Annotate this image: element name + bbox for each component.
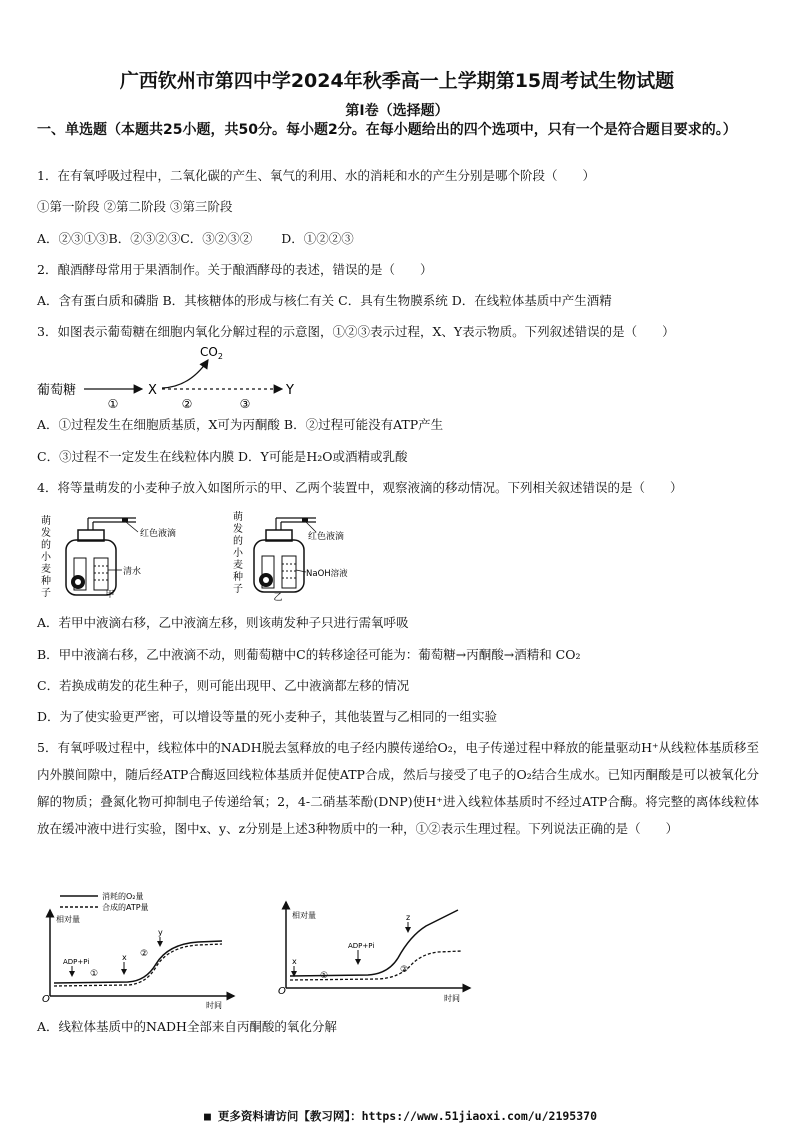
q3-stem: 3．如图表示葡萄糖在细胞内氧化分解过程的示意图，①②③表示过程，X、Y表示物质。下列叙述错误的是（ ）	[37, 324, 675, 339]
q5-option-a: A．线粒体基质中的NADH全部来自丙酮酸的氧化分解	[37, 1019, 337, 1034]
q3-option-cd: C．③过程不一定发生在线粒体内膜 D．Y可能是H₂O或酒精或乳酸	[37, 449, 408, 464]
q3-co2-label: $CO_2$	[200, 345, 223, 361]
q4-option-c: C．若换成萌发的花生种子，则可能出现甲、乙中液滴都左移的情况	[37, 678, 410, 693]
svg-text:子: 子	[41, 588, 51, 599]
q1-stem: 1．在有氧呼吸过程中，二氧化碳的产生、氧气的利用、水的消耗和水的产生分别是哪个阶段（ ）	[37, 168, 595, 183]
q3-process-1: ①	[107, 397, 119, 411]
svg-text:相对量: 相对量	[292, 911, 316, 920]
svg-text:红色液滴: 红色液滴	[140, 529, 177, 539]
svg-text:ADP+Pi: ADP+Pi	[63, 958, 90, 966]
q5-graphs	[38, 888, 478, 1010]
legend-o2-label: 消耗的O₂量	[102, 892, 144, 901]
svg-text:的: 的	[233, 536, 243, 547]
q4-apparatus-diagram	[38, 510, 368, 602]
svg-text:x: x	[122, 953, 127, 962]
svg-text:小: 小	[41, 552, 51, 563]
q3-arrow-2	[162, 360, 208, 388]
svg-text:甲: 甲	[105, 590, 115, 600]
q4-option-b: B．甲中液滴右移，乙中液滴不动，则葡萄糖中C的转移途径可能为：葡萄糖→丙酮酸→酒精和 CO₂	[37, 647, 581, 662]
section-subtitle: 第Ⅰ卷（选择题）	[345, 103, 449, 119]
q3-y-label: Y	[286, 383, 294, 398]
svg-text:相对量: 相对量	[56, 915, 80, 924]
svg-text:发: 发	[233, 524, 243, 535]
svg-text:种: 种	[233, 572, 243, 583]
svg-text:时间: 时间	[206, 1001, 222, 1010]
svg-text:麦: 麦	[41, 564, 51, 575]
q1-stages: ①第一阶段 ②第二阶段 ③第三阶段	[37, 199, 233, 214]
svg-text:发: 发	[41, 528, 51, 539]
q4-option-a: A．若甲中液滴右移，乙中液滴左移，则该萌发种子只进行需氧呼吸	[37, 615, 409, 630]
apparatus-jia	[41, 514, 176, 600]
svg-text:清水: 清水	[123, 567, 142, 577]
q3-pathway-diagram	[30, 342, 330, 412]
q4-stem: 4．将等量萌发的小麦种子放入如图所示的甲、乙两个装置中，观察液滴的移动情况。下列相关叙述错误的是（ ）	[37, 480, 683, 495]
svg-text:麦: 麦	[233, 560, 243, 571]
q2-stem: 2．酿酒酵母常用于果酒制作。关于酿酒酵母的表述，错误的是（ ）	[37, 262, 433, 277]
q3-x-label: X	[148, 383, 157, 398]
svg-text:O: O	[278, 986, 286, 997]
svg-text:时间: 时间	[444, 994, 460, 1003]
q5-stem: 5．有氧呼吸过程中，线粒体中的NADH脱去氢释放的电子经内膜传递给O₂，电子传递过程中释放的能量驱动H⁺从线粒体基质移至内外膜间隙中，随后经ATP合酶返回线粒体基质并促使ATP合成，然后与接受了电子的O₂结合生成水。已知丙酮酸是可以被氧化分解的物质；叠氮化物可抑制电子传递给氧；2，4-二硝基苯酚(DNP)使H⁺进入线粒体基质时不经过ATP合酶。将完整的离体线粒体放在缓冲液中进行实验，图中x、y、z分别是上述3种物质中的一种，①②表示生理过程。下列说法正确的是（ ）	[37, 740, 759, 836]
apparatus-yi	[233, 510, 348, 602]
q4-option-d: D．为了使实验更严密，可以增设等量的死小麦种子，其他装置与乙相同的一组实验	[37, 709, 498, 724]
legend-atp-label: 合成的ATP量	[102, 903, 149, 912]
section-heading: 一、单选题（本题共25小题，共50分。每小题2分。在每小题给出的四个选项中，只有一个是符合题目要求的。）	[37, 122, 737, 138]
q2-options: A．含有蛋白质和磷脂 B．其核糖体的形成与核仁有关 C．具有生物膜系统 D．在线粒体基质中产生酒精	[37, 293, 612, 308]
q5-graph-1	[42, 910, 234, 1010]
svg-text:①: ①	[90, 969, 99, 979]
svg-text:②: ②	[140, 949, 149, 959]
svg-text:的: 的	[41, 540, 51, 551]
svg-text:乙: 乙	[273, 593, 283, 602]
page-title: 广西钦州市第四中学2024年秋季高一上学期第15周考试生物试题	[119, 70, 675, 92]
svg-text:②: ②	[400, 965, 409, 975]
q5-graph-2	[278, 902, 470, 1003]
q3-glucose-label: 葡萄糖	[37, 383, 77, 398]
svg-text:ADP+Pi: ADP+Pi	[348, 942, 375, 950]
svg-text:z: z	[406, 913, 411, 922]
svg-text:x: x	[292, 957, 297, 966]
svg-text:种: 种	[41, 576, 51, 587]
q3-process-2: ②	[181, 397, 193, 411]
svg-text:O: O	[42, 994, 50, 1005]
svg-text:红色液滴: 红色液滴	[308, 532, 345, 542]
svg-text:萌: 萌	[233, 512, 243, 523]
svg-text:y: y	[158, 928, 163, 937]
svg-text:①: ①	[320, 971, 329, 981]
q3-process-3: ③	[239, 397, 251, 411]
q3-option-ab: A．①过程发生在细胞质基质，X可为丙酮酸 B．②过程可能没有ATP产生	[37, 417, 444, 432]
q1-options: A．②③①③B．②③②③C．③②③② D．①②②③	[37, 231, 354, 246]
svg-text:萌: 萌	[41, 516, 51, 527]
svg-text:子: 子	[233, 584, 243, 595]
q5-legend	[60, 891, 149, 912]
svg-text:小: 小	[233, 548, 243, 559]
footer-link[interactable]: ■ 更多资料请访问【教习网】：https://www.51jiaoxi.com/u/2195370	[204, 1109, 597, 1123]
svg-text:NaOH溶液: NaOH溶液	[306, 569, 348, 579]
